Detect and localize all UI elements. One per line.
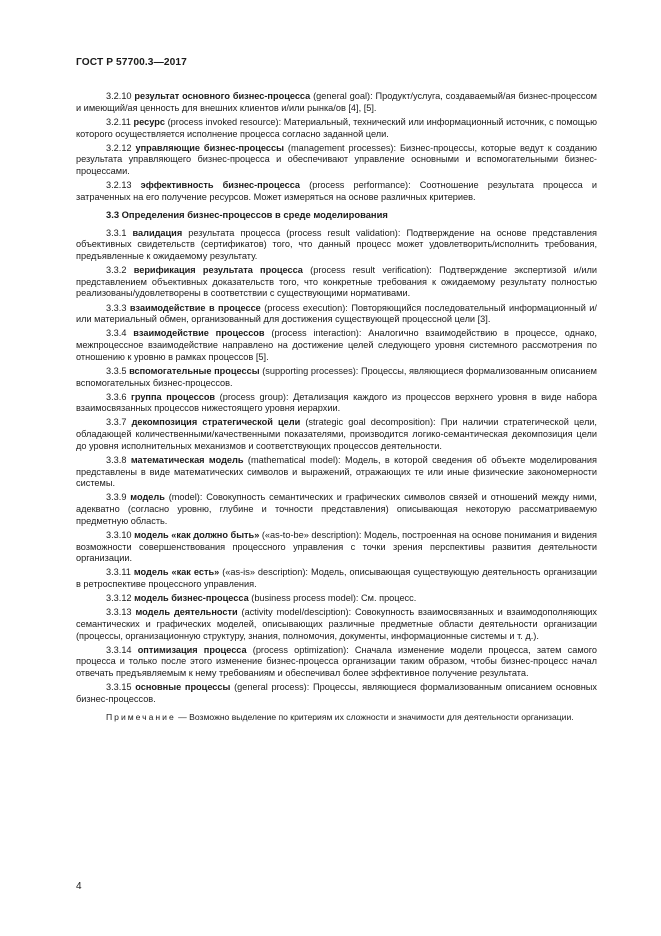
entry-number: 3.3.4 <box>106 328 127 339</box>
entry-definition: результата процесса (process result validation): Подтверждение на основе представления объективных свидетельств (сертификатов) того, что данный процесс может удовлетворить/исполнить требования, предъявленные к ожидаемому результату. <box>76 227 597 261</box>
definition-entry <box>76 530 597 565</box>
entry-number: 3.3.9 <box>106 492 127 503</box>
entry-definition: (process result verification): Подтверждение экспертизой и/или представлением объективных доказательств того, что конкретные требования к ожидаемому результату полностью реализованы/удовлетворены в соответствии с существующими нормативами. <box>76 265 597 299</box>
entry-term: модель <box>130 492 165 503</box>
entry-definition: (process invoked resource): Материальный, технический или информационный источник, с помощью которого осуществляется исполнение процесса согласно заданной цели. <box>76 116 598 139</box>
entry-definition: (process optimization): Сначала изменение модели процесса, затем самого процесса и только после этого изменение бизнес-процесса организации таким образом, чтобы бизнес-процесс начал отвечать предъявляемым к нему требованиям и обеспечивал более эффективное получение результата. <box>76 644 597 679</box>
entry-term: декомпозиция стратегической цели <box>131 417 301 428</box>
note-text: — Возможно выделение по критериям их сложности и значимости для деятельности организации. <box>175 711 574 722</box>
definition-entry <box>76 682 597 705</box>
definition-entry <box>76 455 597 490</box>
entry-number: 3.3.15 <box>106 682 132 693</box>
section-title: 3.3 Определения бизнес-процессов в среде моделирования <box>106 208 388 220</box>
entry-term: эффективность бизнес-процесса <box>140 180 301 191</box>
definition-entry <box>76 645 597 680</box>
entry-term: модель деятельности <box>135 607 238 618</box>
entry-term: модель «как есть» <box>133 567 220 578</box>
entry-number: 3.3.11 <box>106 567 131 578</box>
entry-definition: (general process): Процессы, являющиеся формализованным описанием основных бизнес-процессов. <box>76 682 597 704</box>
definition-entry <box>76 91 597 114</box>
entry-term: модель «как должно быть» <box>134 529 260 540</box>
note <box>76 712 597 723</box>
entry-number: 3.3.12 <box>106 593 132 604</box>
definition-entry <box>76 593 597 605</box>
entry-term: вспомогательные процессы <box>129 365 260 376</box>
entry-definition: (process performance): Соотношение результата процесса и затраченных на его получение ресурсов. Может измеряться на основе различных критериев. <box>76 180 597 202</box>
entry-number: 3.2.13 <box>106 180 132 191</box>
entry-definition: (model): Совокупность семантических и графических символов связей и отношений между ними, адекватно (согласно уровню, глубине и точности представления) описывающая некоторую рассматриваемую предметную область. <box>76 492 597 526</box>
entry-number: 3.3.14 <box>106 644 132 655</box>
entry-definition: (business process model): См. процесс. <box>248 593 417 604</box>
entry-number: 3.3.5 <box>106 365 127 376</box>
document-header: ГОСТ Р 57700.3—2017 <box>76 57 187 68</box>
definition-entry <box>76 567 597 590</box>
entry-term: валидация <box>132 227 183 238</box>
entry-term: результат основного бизнес-процесса <box>134 91 311 101</box>
entry-term: основные процессы <box>135 682 231 693</box>
entry-definition: (management processes): Бизнес-процессы, которые ведут к созданию результата управляющего бизнес-процесса и обеспечивают управление основными и вспомогательными бизнес-процессами. <box>76 142 597 176</box>
entry-number: 3.2.11 <box>106 116 131 127</box>
entry-number: 3.3.6 <box>106 391 127 402</box>
entry-term: взаимодействие процессов <box>133 328 265 339</box>
entry-number: 3.3.10 <box>106 529 132 540</box>
definition-entry <box>76 492 597 527</box>
definition-entry <box>76 180 597 203</box>
definition-entry <box>76 117 597 140</box>
definition-entry <box>76 366 597 389</box>
definition-entry <box>76 417 597 452</box>
entry-term: оптимизация процесса <box>137 644 247 655</box>
entry-definition: (supporting processes): Процессы, являющиеся формализованным описанием вспомогательных бизнес-процессов. <box>76 365 597 388</box>
entry-term: группа процессов <box>131 391 216 402</box>
definition-entry <box>76 228 597 263</box>
entry-number: 3.2.10 <box>106 91 132 101</box>
entry-term: взаимодействие в процессе <box>129 302 261 313</box>
entries-group-3-2 <box>76 91 597 204</box>
entry-definition: (mathematical model): Модель, в которой сведения об объекте моделирования представлены в виде математических символов и выражений, отражающих те или иные физические закономерности системы. <box>76 454 597 489</box>
entry-term: ресурс <box>133 116 165 127</box>
entry-definition: (process execution): Повторяющийся последовательный информационный и/или материальный обмен, организованный для достижения существующей процессной цели [3]. <box>76 302 597 325</box>
entry-definition: («as-is» description): Модель, описывающая существующую деятельность организации в ретроспективе процессного управления. <box>76 567 598 590</box>
entry-number: 3.3.2 <box>106 265 127 275</box>
definition-entry <box>76 328 597 363</box>
entry-number: 3.3.8 <box>106 454 127 465</box>
definition-entry <box>76 392 597 415</box>
entry-definition: (process group): Детализация каждого из процессов верхнего уровня в виде набора взаимосвязанных процессов нижестоящего уровня иерархии. <box>76 391 597 414</box>
entries-group-3-3 <box>76 228 597 706</box>
entry-definition: («as-to-be» description): Модель, построенная на основе понимания и видения возможности совершенствования процессного управления с точки зрения перспективы развития деятельности организации. <box>76 529 597 564</box>
entry-number: 3.3.3 <box>106 302 127 313</box>
entry-number: 3.2.12 <box>106 142 132 153</box>
entry-number: 3.3.13 <box>106 607 132 618</box>
entry-definition: (strategic goal decomposition): При наличии стратегической цели, обладающей количественными/качественными показателями, производится логико-семантическая декомпозиция цели до уровня исполнительных механизмов и соответствующих процессов деятельности. <box>76 417 597 451</box>
page-number: 4 <box>76 881 82 892</box>
definition-entry <box>76 143 597 178</box>
entry-term: модель бизнес-процесса <box>134 593 249 604</box>
entry-number: 3.3.7 <box>106 417 127 428</box>
entry-term: управляющие бизнес-процессы <box>135 142 284 153</box>
entry-number: 3.3.1 <box>106 227 127 238</box>
entry-definition: (general goal): Продукт/услуга, создаваемый/ая бизнес-процессом и имеющий/ая ценность для внешних клиентов и/или рынка/ов [4], [5]. <box>76 91 598 113</box>
document-body <box>76 91 597 723</box>
entry-definition: (activity model/desciption): Совокупность взаимосвязанных и взаимодополняющих семантических и графических моделей, описывающих различные предметные области деятельности организации (процессы, организационную структуру, знания, полномочия, документы, информационные системы и т. д.). <box>76 607 597 641</box>
definition-entry <box>76 607 597 642</box>
entry-definition: (process interaction): Аналогично взаимодействию в процессе, однако, межпроцессное взаимодействие направлено на достижение целей следующего уровня системного рассмотрения по отношению к уровню в рамках процессов [5]. <box>76 328 597 362</box>
entry-term: математическая модель <box>130 454 244 465</box>
definition-entry <box>76 303 597 326</box>
entry-term: верификация результата процесса <box>133 265 303 275</box>
definition-entry <box>76 265 597 300</box>
note-label: Примечание <box>106 711 176 722</box>
